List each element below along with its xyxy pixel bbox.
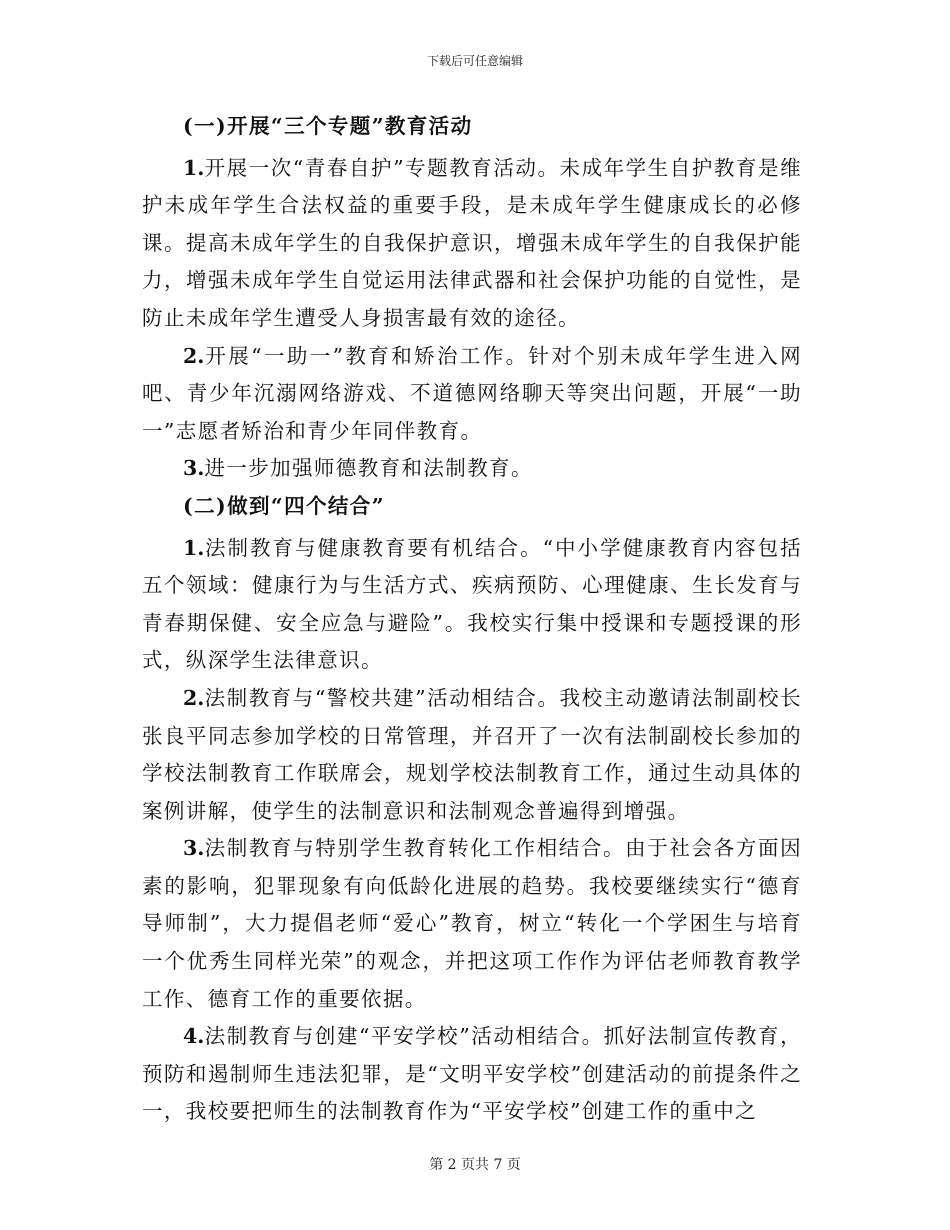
document-body <box>142 108 802 1131</box>
item-number: 2. <box>183 343 205 368</box>
item-text: 法制教育与健康教育要有机结合。“中小学健康教育内容包括五个领域：健康行为与生活方式、疾病预防、心理健康、生长发育与青春期保健、安全应急与避险”。我校实行集中授课和专题授课的形式，纵深学生法律意识。 <box>142 535 802 673</box>
list-item <box>142 450 802 488</box>
section-heading: (一)开展“三个专题”教育活动 <box>183 114 473 138</box>
item-number: 3. <box>183 456 205 481</box>
item-number: 3. <box>183 836 205 861</box>
item-number: 4. <box>183 1024 205 1049</box>
list-item <box>142 680 802 830</box>
item-text: 开展“一助一”教育和矫治工作。针对个别未成年学生进入网吧、青少年沉溺网络游戏、不道德网络聊天等突出问题，开展“一助一”志愿者矫治和青少年同伴教育。 <box>142 343 802 443</box>
item-text: 法制教育与特别学生教育转化工作相结合。由于社会各方面因素的影响，犯罪现象有向低龄化进展的趋势。我校要继续实行“德育导师制”，大力提倡老师“爱心”教育，树立“转化一个学困生与培育一个优秀生同样光荣”的观念，并把这项工作作为评估老师教育教学工作、德育工作的重要依据。 <box>142 836 802 1011</box>
item-text: 开展一次“青春自护”专题教育活动。未成年学生自护教育是维护未成年学生合法权益的重要手段，是未成年学生健康成长的必修课。提高未成年学生的自我保护意识，增强未成年学生的自我保护能力，增强未成年学生自觉运用法律武器和社会保护功能的自觉性，是防止未成年学生遭受人身损害最有效的途径。 <box>142 155 802 330</box>
item-number: 1. <box>183 535 205 560</box>
item-number: 2. <box>183 685 205 710</box>
item-text: 法制教育与创建“平安学校”活动相结合。抓好法制宣传教育，预防和遏制师生违法犯罪，是“文明平安学校”创建活动的前提条件之一，我校要把师生的法制教育作为“平安学校”创建工作的重中之 <box>142 1024 802 1124</box>
list-item <box>142 150 802 338</box>
list-item <box>142 530 802 680</box>
section-heading: (二)做到“四个结合” <box>183 493 385 518</box>
list-item <box>142 338 802 451</box>
list-item <box>142 830 802 1018</box>
item-text: 法制教育与“警校共建”活动相结合。我校主动邀请法制副校长张良平同志参加学校的日常管理，并召开了一次有法制副校长参加的学校法制教育工作联席会，规划学校法制教育工作，通过生动具体的案例讲解，使学生的法制意识和法制观念普遍得到增强。 <box>142 685 802 823</box>
item-number: 1. <box>183 155 205 180</box>
page-header: 下载后可任意编辑 <box>426 54 523 68</box>
item-text: 进一步加强师德教育和法制教育。 <box>204 456 533 481</box>
page-footer: 第 2 页共 7 页 <box>429 1157 521 1173</box>
list-item <box>142 1018 802 1131</box>
